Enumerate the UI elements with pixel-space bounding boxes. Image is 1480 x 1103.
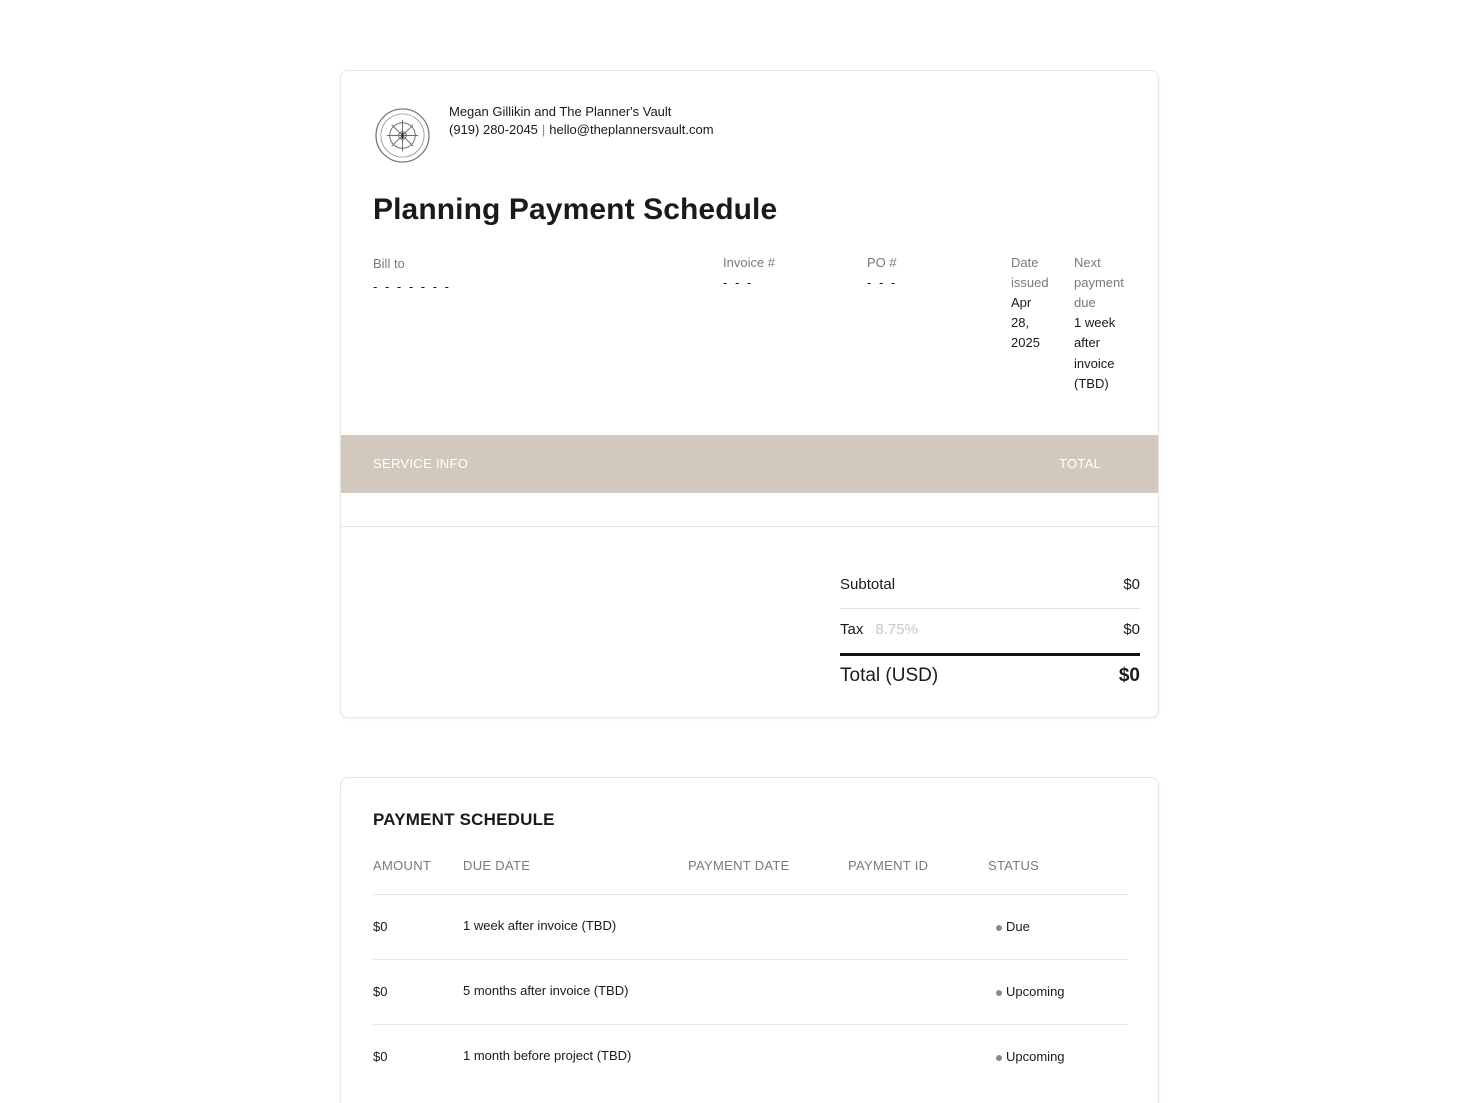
payment-schedule-card [340,777,1159,1103]
next-due-label-line2: payment [1074,275,1124,290]
row3-due-date: 1 month before project (TBD) [463,1048,632,1063]
planners-vault-seal-icon [374,107,431,164]
business-name: Megan Gillikin and The Planner's Vault [449,104,672,119]
row2-amount: $0 [373,984,388,999]
row3-amount: $0 [373,1049,388,1064]
tax-row [840,621,1140,638]
invoice-number-value: - - - [723,275,754,290]
service-header-bar [341,435,1158,493]
col-payment-id-header: PAYMENT ID [848,858,929,873]
invoice-card [340,70,1159,718]
row2-divider [373,1024,1128,1025]
next-due-label-line1: Next [1074,255,1101,270]
date-issued-label-line2: issued [1011,275,1049,290]
col-due-date-header: DUE DATE [463,858,531,873]
subtotal-value: $0 [1123,576,1140,593]
next-due-value-line3: invoice [1074,356,1115,371]
document-title: Planning Payment Schedule [373,193,778,226]
total-divider [840,653,1140,656]
business-email[interactable]: hello@theplannersvault.com [549,122,714,137]
tax-label: Tax [840,621,864,638]
subtotal-divider [840,608,1140,609]
row1-divider [373,959,1128,960]
business-contact [449,122,714,137]
col-amount-header: AMOUNT [373,858,432,873]
bill-to-value: - - - - - - - [373,279,451,294]
contact-separator: | [541,122,546,137]
total-header: TOTAL [1059,456,1102,471]
col-payment-date-header: PAYMENT DATE [688,858,790,873]
row1-due-date: 1 week after invoice (TBD) [463,918,617,933]
tax-value: $0 [1123,621,1140,638]
next-due-value-line4: (TBD) [1074,376,1109,391]
schedule-title: PAYMENT SCHEDULE [373,810,555,829]
tax-rate: 8.75% [875,621,918,638]
next-due-value-line2: after [1074,335,1101,350]
invoice-number-label: Invoice # [723,255,776,270]
row2-due-date: 5 months after invoice (TBD) [463,983,629,998]
business-phone: (919) 280-2045 [449,122,538,137]
row1-status-badge: Due [996,919,1030,934]
subtotal-label: Subtotal [840,576,896,593]
service-info-header: SERVICE INFO [373,456,469,471]
date-issued-label-line1: Date [1011,255,1039,270]
total-value: $0 [1118,665,1140,686]
row3-status-badge: Upcoming [996,1049,1065,1064]
total-row [840,665,1140,687]
date-issued-value-line3: 2025 [1011,335,1040,350]
service-divider [341,526,1158,527]
po-number-value: - - - [867,275,898,290]
date-issued-value-line1: Apr [1011,295,1032,310]
total-label: Total (USD) [840,665,939,686]
bill-to-label: Bill to [373,256,405,271]
col-status-header: STATUS [988,858,1040,873]
row2-status-badge: Upcoming [996,984,1065,999]
po-number-label: PO # [867,255,897,270]
header-divider [373,894,1128,895]
next-due-label-line3: due [1074,295,1096,310]
subtotal-row [840,576,1140,593]
date-issued-value-line2: 28, [1011,315,1030,330]
next-due-value-line1: 1 week [1074,315,1116,330]
row1-amount: $0 [373,919,388,934]
